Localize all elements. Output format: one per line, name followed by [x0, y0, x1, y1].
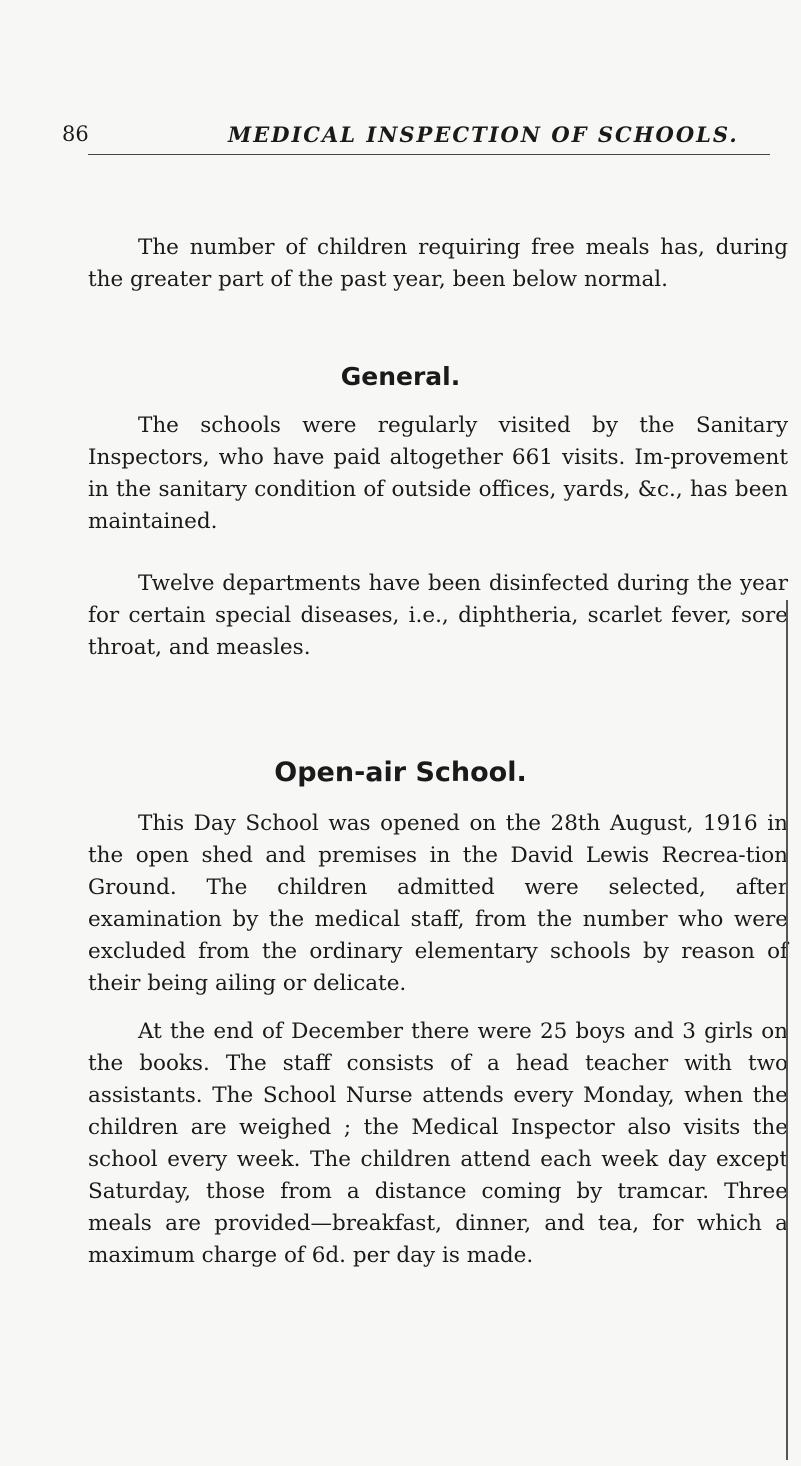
open-air-paragraph-1: This Day School was opened on the 28th August, 1916 in the open shed and premises in the David Lewis Recrea-tion Ground. The children admitted were selected, after examination by the medical staff, from the number who were excluded from the ordinary elementary schools by reason of their being ailing or delicate.: [88, 811, 788, 996]
page-edge-line: [786, 600, 788, 1460]
section-heading-general: General.: [340, 362, 461, 391]
page-number: 86: [62, 122, 89, 146]
running-head: [62, 122, 772, 152]
section-heading-open-air-school: Open-air School.: [274, 757, 527, 788]
running-title: MEDICAL INSPECTION OF SCHOOLS.: [228, 122, 739, 147]
general-paragraph-1: The schools were regularly visited by the Sanitary Inspectors, who have paid altogether 661 visits. Im-provement in the sanitary condition of outside offices, yards, &c., has been maintained.: [88, 413, 788, 534]
general-paragraph-2: Twelve departments have been disinfected during the year for certain special diseases, i.e., diphtheria, scarlet fever, sore throat, and measles.: [88, 571, 788, 660]
header-rule: [88, 154, 770, 155]
intro-paragraph: The number of children requiring free meals has, during the greater part of the past year, been below normal.: [88, 235, 788, 292]
open-air-paragraph-2: At the end of December there were 25 boys and 3 girls on the books. The staff consists of a head teacher with two assistants. The School Nurse attends every Monday, when the children are weighed ; the Medical Inspector also visits the school every week. The children attend each week day except Saturday, those from a distance coming by tramcar. Three meals are provided—breakfast, dinner, and tea, for which a maximum charge of 6d. per day is made.: [88, 1019, 788, 1268]
